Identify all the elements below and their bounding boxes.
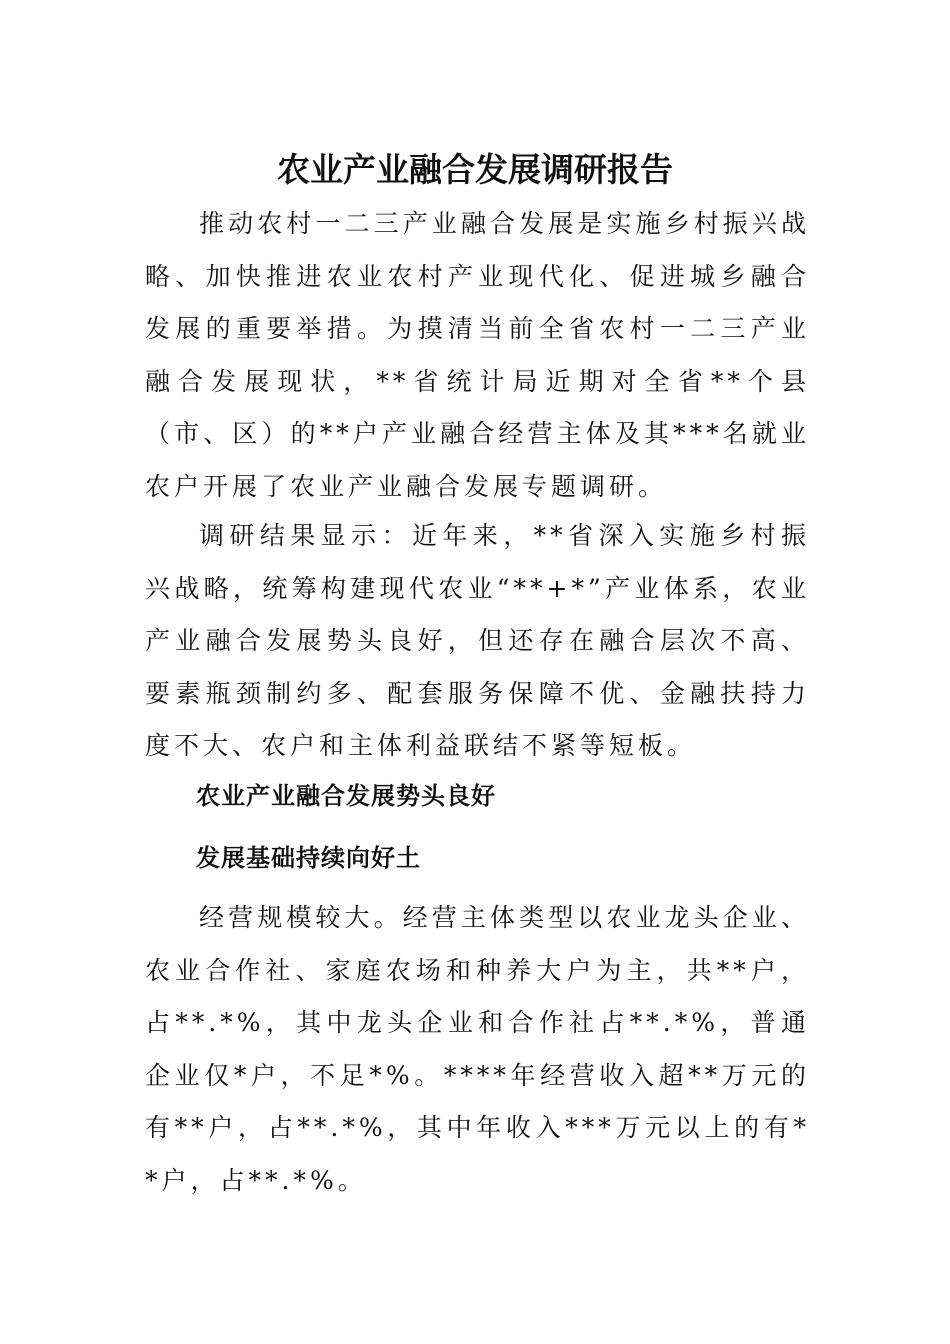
section-heading: 农业产业融合发展势头良好 bbox=[196, 782, 496, 810]
scale-paragraph: 经营规模较大。经营主体类型以农业龙头企业、农业合作社、家庭农场和种养大户为主，共**户，占**.*%，其中龙头企业和合作社占**.*%，普通企业仅*户，不足*%。****年经营收入超**万元的有**户，占**.*%，其中年收入***万元以上的有**户，占**.*%。 bbox=[145, 903, 810, 1195]
subsection-heading: 发展基础持续向好土 bbox=[196, 844, 421, 872]
findings-paragraph: 调研结果显示：近年来，**省深入实施乡村振兴战略，统筹构建现代农业“**+*”产业体系，农业产业融合发展势头良好，但还存在融合层次不高、要素瓶颈制约多、配套服务保障不优、金融扶持力度不大、农户和主体利益联结不紧等短板。 bbox=[145, 521, 810, 760]
document-title: 农业产业融合发展调研报告 bbox=[277, 150, 673, 190]
intro-paragraph: 推动农村一二三产业融合发展是实施乡村振兴战略、加快推进农业农村产业现代化、促进城乡融合发展的重要举措。为摸清当前全省农村一二三产业融合发展现状，**省统计局近期对全省**个县（市、区）的**户产业融合经营主体及其***名就业农户开展了农业产业融合发展专题调研。 bbox=[145, 209, 810, 501]
